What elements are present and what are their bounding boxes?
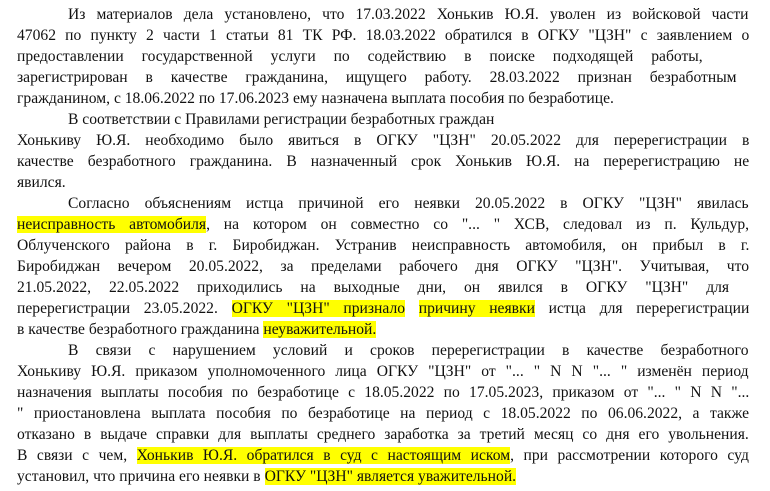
text-segment: , на котором он совместно со "... " ХСВ, следовал из п. Кульдур, [206, 216, 749, 233]
highlighted-text: неисправность автомобиля [17, 216, 207, 233]
text-line [17, 403, 749, 424]
text-line [17, 172, 749, 193]
text-line [68, 340, 749, 361]
highlighted-text: неуважительной. [263, 321, 377, 338]
text-line [17, 361, 749, 382]
text-line [17, 382, 749, 403]
text-segment: в качестве безработного гражданина [17, 321, 264, 338]
text-segment: истца для перерегистрации [534, 300, 749, 317]
text-line [17, 130, 749, 151]
text-segment: установил, что причина его неявки в [17, 468, 265, 485]
text-segment: Согласно объяснениям истца причиной его неявки 20.05.2022 в ОГКУ "ЦЗН" явилась [68, 195, 749, 212]
text-segment: зарегистрирован в качестве гражданина, ищущего работу. 28.03.2022 признан безработным [17, 69, 737, 86]
text-line [17, 445, 749, 466]
text-line [17, 214, 749, 235]
text-line [17, 88, 749, 109]
text-segment: " приостановлена выплата пособия по безработице на период с 18.05.2022 по 06.06.2022, а также [17, 405, 749, 422]
text-segment: Облученского района в г. Биробиджан. Устранив неисправность автомобиля, он прибыл в г. [17, 237, 749, 254]
text-line [68, 109, 749, 130]
text-line [17, 424, 749, 445]
text-segment: Из материалов дела установлено, что 17.03.2022 Хонькив Ю.Я. уволен из войсковой части [68, 6, 749, 23]
text-segment: назначения выплаты пособия по безработице с 18.05.2022 по 17.05.2023, приказом от "... " N N "... [17, 384, 749, 401]
text-segment: 47062 по пункту 2 части 1 статьи 81 ТК РФ. 18.03.2022 обратился в ОГКУ "ЦЗН" с заявлением о [17, 27, 749, 44]
text-segment: В связи с нарушением условий и сроков перерегистрации в качестве безработного [68, 342, 749, 359]
text-segment: качестве безработного гражданина. В назначенный срок Хонькив Ю.Я. на перерегистрацию не [17, 153, 749, 170]
text-segment: Хонькиву Ю.Я. приказом уполномоченного лица ОГКУ "ЦЗН" от "... " N N "... " изменён период [17, 363, 749, 380]
text-line [17, 67, 749, 88]
text-line [17, 151, 749, 172]
text-line [17, 319, 749, 340]
highlighted-text: ОГКУ "ЦЗН" является уважительной. [264, 468, 517, 485]
text-line [68, 4, 749, 25]
text-segment: предоставлении государственной услуги по содействию в поиске подходящей работы, [17, 48, 703, 65]
text-segment: явился. [17, 174, 66, 191]
text-line [17, 277, 749, 298]
text-line [17, 46, 749, 67]
text-segment: перерегистрации 23.05.2022. [17, 300, 232, 317]
text-line [17, 298, 749, 319]
text-segment: 21.05.2022, 22.05.2022 приходились на выходные дни, он явился в ОГКУ "ЦЗН" для [17, 279, 730, 296]
highlighted-text: причину неявки [418, 300, 535, 317]
text-segment: В связи с чем, [17, 447, 137, 464]
text-line [17, 25, 749, 46]
text-segment [405, 300, 419, 317]
text-segment: , при рассмотрении которого суд [510, 447, 749, 464]
text-line [17, 235, 749, 256]
text-segment: гражданином, с 18.06.2022 по 17.06.2023 ему назначена выплата пособия по безработице. [17, 90, 614, 107]
text-line [68, 193, 749, 214]
text-segment: отказано в выдаче справки для выплаты среднего заработка за третий месяц со дня его увольнения. [17, 426, 749, 443]
text-line [17, 466, 749, 487]
text-segment: Хонькиву Ю.Я. необходимо было явиться в ОГКУ "ЦЗН" 20.05.2022 для перерегистрации в [17, 132, 749, 149]
text-segment: Биробиджан вечером 20.05.2022, за пределами рабочего дня ОГКУ "ЦЗН". Учитывая, что [17, 258, 749, 275]
highlighted-text: ОГКУ "ЦЗН" признало [231, 300, 406, 317]
text-line [17, 256, 749, 277]
text-segment: В соответствии с Правилами регистрации безработных граждан [68, 111, 495, 128]
highlighted-text: Хонькив Ю.Я. обратился в суд с настоящим иском [136, 447, 511, 464]
